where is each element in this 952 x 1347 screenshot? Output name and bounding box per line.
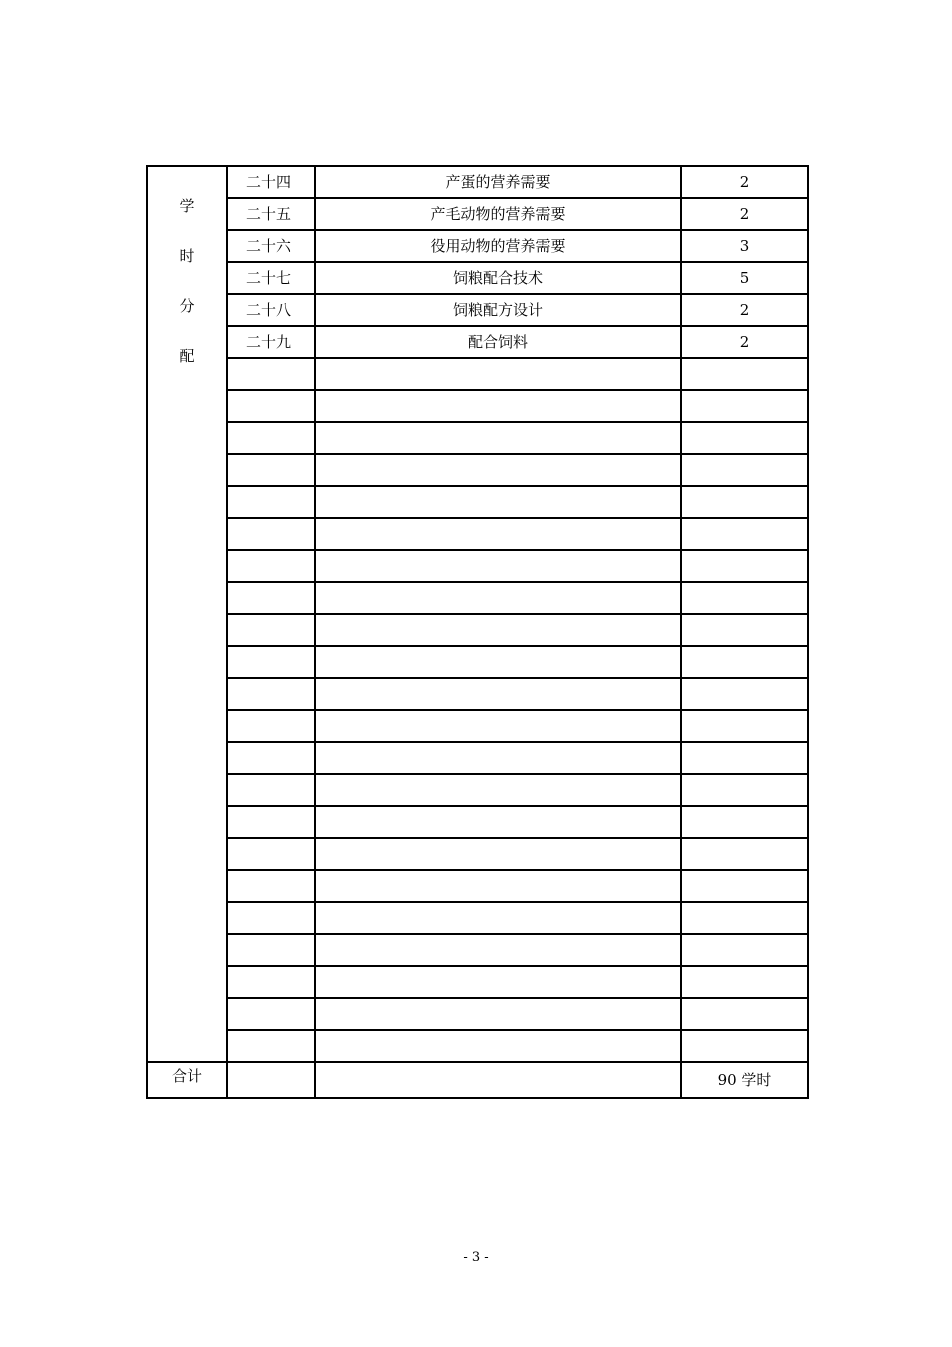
empty-table-row bbox=[147, 614, 808, 646]
empty-table-row bbox=[147, 742, 808, 774]
empty-table-row bbox=[147, 550, 808, 582]
empty-cell bbox=[227, 934, 315, 966]
empty-table-row bbox=[147, 998, 808, 1030]
empty-cell bbox=[681, 1030, 808, 1062]
empty-cell bbox=[227, 422, 315, 454]
empty-cell bbox=[681, 550, 808, 582]
empty-table-row bbox=[147, 678, 808, 710]
empty-cell bbox=[681, 934, 808, 966]
empty-cell bbox=[227, 902, 315, 934]
side-label-char: 配 bbox=[179, 347, 195, 365]
empty-cell bbox=[227, 966, 315, 998]
total-empty-cell bbox=[227, 1062, 315, 1098]
empty-table-row bbox=[147, 710, 808, 742]
empty-cell bbox=[227, 806, 315, 838]
side-label-cell bbox=[147, 166, 227, 1062]
empty-table-row bbox=[147, 1030, 808, 1062]
lecture-hours: 5 bbox=[681, 262, 808, 294]
empty-cell bbox=[315, 582, 681, 614]
empty-cell bbox=[681, 486, 808, 518]
empty-cell bbox=[315, 710, 681, 742]
empty-table-row bbox=[147, 390, 808, 422]
empty-cell bbox=[315, 422, 681, 454]
empty-cell bbox=[681, 646, 808, 678]
empty-cell bbox=[681, 390, 808, 422]
table-row bbox=[147, 262, 808, 294]
empty-cell bbox=[315, 870, 681, 902]
empty-cell bbox=[227, 358, 315, 390]
empty-cell bbox=[681, 806, 808, 838]
empty-cell bbox=[681, 870, 808, 902]
empty-cell bbox=[315, 614, 681, 646]
empty-cell bbox=[227, 646, 315, 678]
empty-cell bbox=[315, 742, 681, 774]
empty-table-row bbox=[147, 966, 808, 998]
empty-cell bbox=[681, 678, 808, 710]
lecture-hours: 3 bbox=[681, 230, 808, 262]
empty-cell bbox=[681, 614, 808, 646]
empty-table-row bbox=[147, 774, 808, 806]
lecture-title: 役用动物的营养需要 bbox=[315, 230, 681, 262]
side-label-text bbox=[148, 167, 226, 391]
empty-cell bbox=[315, 486, 681, 518]
empty-cell bbox=[681, 998, 808, 1030]
empty-table-row bbox=[147, 518, 808, 550]
empty-table-row bbox=[147, 422, 808, 454]
empty-cell bbox=[227, 614, 315, 646]
table-row bbox=[147, 230, 808, 262]
empty-table-row bbox=[147, 902, 808, 934]
lecture-hours: 2 bbox=[681, 198, 808, 230]
side-label-char: 学 bbox=[179, 197, 195, 215]
lecture-hours: 2 bbox=[681, 326, 808, 358]
total-empty-cell bbox=[315, 1062, 681, 1098]
lecture-title: 产蛋的营养需要 bbox=[315, 166, 681, 198]
empty-table-row bbox=[147, 582, 808, 614]
lecture-title: 饲粮配合技术 bbox=[315, 262, 681, 294]
lecture-number: 二十七 bbox=[227, 262, 315, 294]
lecture-title: 饲粮配方设计 bbox=[315, 294, 681, 326]
empty-table-row bbox=[147, 806, 808, 838]
lecture-number: 二十六 bbox=[227, 230, 315, 262]
side-label-char: 分 bbox=[179, 297, 195, 315]
empty-cell bbox=[315, 998, 681, 1030]
lecture-number: 二十四 bbox=[227, 166, 315, 198]
empty-cell bbox=[227, 550, 315, 582]
table-body bbox=[147, 166, 808, 1098]
empty-cell bbox=[315, 646, 681, 678]
empty-cell bbox=[227, 390, 315, 422]
hours-allocation-table bbox=[146, 165, 809, 1099]
lecture-number: 二十八 bbox=[227, 294, 315, 326]
total-hours: 90 学时 bbox=[681, 1062, 808, 1098]
total-label: 合计 bbox=[147, 1062, 227, 1098]
lecture-title: 产毛动物的营养需要 bbox=[315, 198, 681, 230]
side-label-char: 时 bbox=[179, 247, 195, 265]
empty-cell bbox=[227, 1030, 315, 1062]
empty-cell bbox=[315, 454, 681, 486]
lecture-hours: 2 bbox=[681, 166, 808, 198]
empty-cell bbox=[227, 998, 315, 1030]
empty-cell bbox=[227, 710, 315, 742]
empty-cell bbox=[315, 838, 681, 870]
table-row bbox=[147, 166, 808, 198]
empty-table-row bbox=[147, 486, 808, 518]
empty-cell bbox=[227, 742, 315, 774]
empty-cell bbox=[227, 678, 315, 710]
empty-cell bbox=[315, 358, 681, 390]
empty-cell bbox=[315, 966, 681, 998]
empty-cell bbox=[681, 518, 808, 550]
empty-cell bbox=[315, 678, 681, 710]
empty-cell bbox=[315, 390, 681, 422]
empty-cell bbox=[681, 422, 808, 454]
empty-cell bbox=[315, 1030, 681, 1062]
lecture-number: 二十五 bbox=[227, 198, 315, 230]
total-row bbox=[147, 1062, 808, 1098]
table-row bbox=[147, 294, 808, 326]
empty-cell bbox=[681, 902, 808, 934]
empty-cell bbox=[315, 806, 681, 838]
empty-table-row bbox=[147, 358, 808, 390]
empty-cell bbox=[681, 710, 808, 742]
empty-table-row bbox=[147, 646, 808, 678]
lecture-hours: 2 bbox=[681, 294, 808, 326]
table-row bbox=[147, 326, 808, 358]
empty-cell bbox=[227, 870, 315, 902]
empty-cell bbox=[227, 486, 315, 518]
empty-cell bbox=[227, 518, 315, 550]
empty-cell bbox=[315, 774, 681, 806]
empty-cell bbox=[227, 454, 315, 486]
table-row bbox=[147, 198, 808, 230]
empty-table-row bbox=[147, 934, 808, 966]
lecture-title: 配合饲料 bbox=[315, 326, 681, 358]
empty-cell bbox=[315, 550, 681, 582]
empty-cell bbox=[315, 934, 681, 966]
empty-cell bbox=[681, 582, 808, 614]
empty-cell bbox=[315, 518, 681, 550]
empty-cell bbox=[681, 838, 808, 870]
empty-cell bbox=[681, 966, 808, 998]
empty-cell bbox=[681, 358, 808, 390]
empty-cell bbox=[315, 902, 681, 934]
empty-cell bbox=[227, 838, 315, 870]
empty-cell bbox=[681, 742, 808, 774]
empty-table-row bbox=[147, 870, 808, 902]
empty-cell bbox=[227, 774, 315, 806]
empty-cell bbox=[227, 582, 315, 614]
lecture-number: 二十九 bbox=[227, 326, 315, 358]
empty-cell bbox=[681, 774, 808, 806]
empty-table-row bbox=[147, 454, 808, 486]
empty-cell bbox=[681, 454, 808, 486]
empty-table-row bbox=[147, 838, 808, 870]
page-number: - 3 - bbox=[463, 1250, 489, 1265]
